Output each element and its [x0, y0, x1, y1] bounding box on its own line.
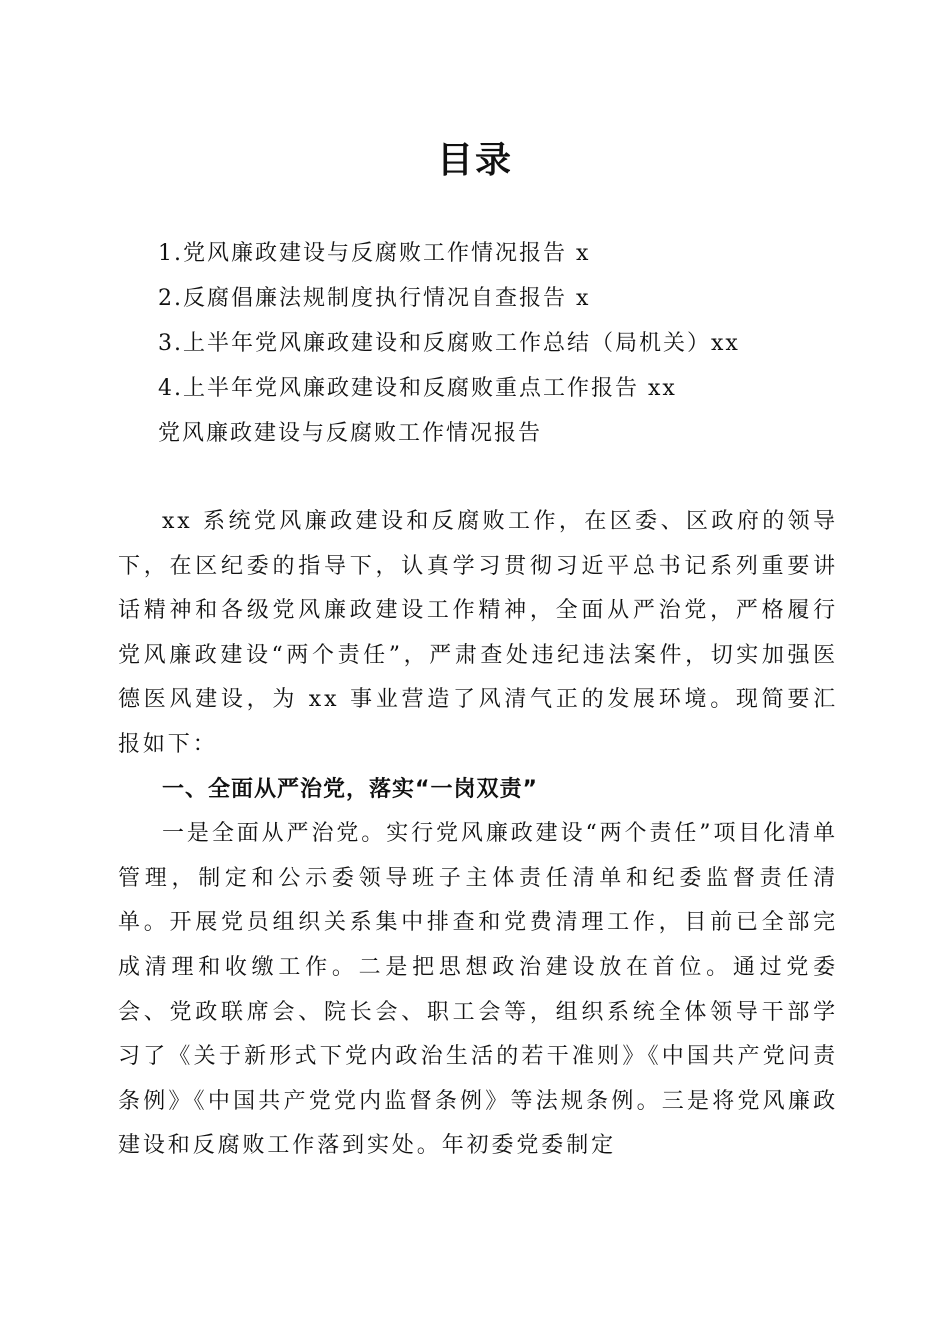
section-lead: 一是全面从严治党。 [162, 821, 387, 847]
section-heading: 一、全面从严治党，落实“一岗双责” [162, 776, 538, 802]
intro-paragraph: xx 系统党风廉政建设和反腐败工作，在区委、区政府的领导下，在区纪委的指导下，认真学习贯彻习近平总书记系列重要讲话精神和各级党风廉政建设工作精神，全面从严治党，严格履行党风廉政建设“两个责任”，严肃查处违纪违法案件，切实加强医德医风建设，为 xx 事业营造了风清气正的发展环境。现简要汇报如下： [118, 509, 838, 757]
report-title: 党风廉政建设与反腐败工作情况报告 [158, 421, 543, 446]
toc-item: 3.上半年党风廉政建设和反腐败工作总结（局机关）xx [158, 331, 740, 356]
table-of-contents [158, 234, 740, 459]
toc-item: 1.党风廉政建设与反腐败工作情况报告 x [158, 241, 591, 266]
toc-item: 4.上半年党风廉政建设和反腐败重点工作报告 xx [158, 376, 677, 401]
section-text: 实行党风廉政建设“两个责任”项目化清单管理，制定和公示委领导班子主体责任清单和纪委监督责任清单。开展党员组织关系集中排查和党费清理工作，目前已全部完成清理和收缴工作。二是把思想政治建设放在首位。通过党委会、党政联席会、院长会、职工会等，组织系统全体领导干部学习了《关于新形式下党内政治生活的若干准则》《中国共产党问责条例》《中国共产党党内监督条例》等法规条例。三是将党风廉政建设和反腐败工作落到实处。年初委党委制定 [118, 821, 838, 1159]
document-title: 目录 [436, 140, 513, 181]
toc-item: 2.反腐倡廉法规制度执行情况自查报告 x [158, 286, 591, 311]
section-paragraph [118, 812, 838, 1169]
report-body [118, 500, 838, 1169]
